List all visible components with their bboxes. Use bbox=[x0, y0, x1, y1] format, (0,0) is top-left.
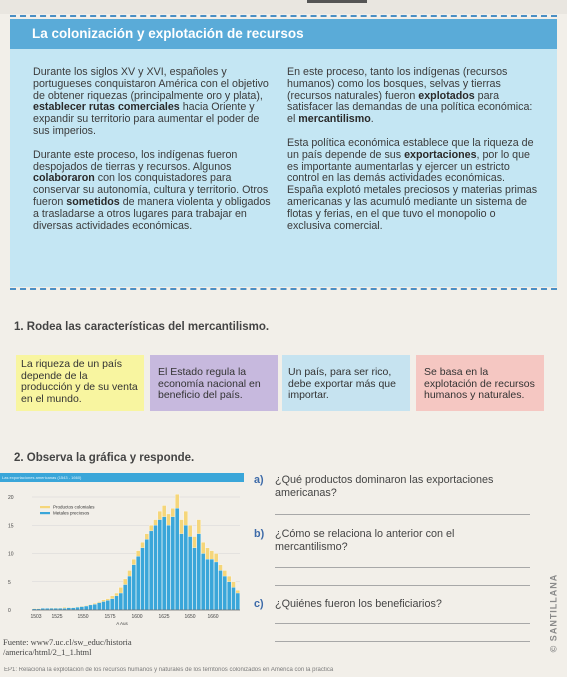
bar-metales bbox=[84, 606, 88, 610]
question-label: c) bbox=[254, 598, 264, 610]
decorative-bar bbox=[307, 0, 367, 3]
text-run: con los conquistadores para conservar su autonomía, cultura y territorio. Otros fueron bbox=[33, 172, 269, 208]
key-term: mercantilismo bbox=[298, 113, 371, 126]
bar-metales bbox=[219, 570, 223, 610]
bar-metales bbox=[167, 525, 171, 610]
answer-line[interactable] bbox=[275, 514, 530, 515]
source-line-2: /america/html/2_1_1.html bbox=[3, 647, 92, 657]
bar-metales bbox=[110, 599, 114, 610]
x-tick-label: 1525 bbox=[51, 614, 63, 620]
option-card-4[interactable]: Se basa en la explotación de recursos humanos y naturales. bbox=[416, 355, 544, 411]
x-axis-label: A Aus bbox=[116, 621, 128, 626]
dashed-divider bbox=[10, 15, 557, 17]
option-card-1[interactable]: La riqueza de un país depende de la producción y de su venta en el mundo. bbox=[16, 355, 144, 411]
bar-metales bbox=[193, 548, 197, 610]
y-tick-label: 10 bbox=[8, 551, 14, 558]
bar-metales bbox=[136, 556, 140, 610]
text-run: En este proceso, tanto los indígenas (recursos humanos) como los bosques, selvas y tierras (recursos naturales) fueron bbox=[287, 66, 508, 102]
x-tick-label: 1600 bbox=[131, 614, 143, 620]
bar-metales bbox=[76, 607, 80, 610]
bar-metales bbox=[158, 520, 162, 610]
bar-metales bbox=[80, 607, 84, 610]
answer-line[interactable] bbox=[275, 585, 530, 586]
legend-label: Metales preciosos bbox=[53, 510, 90, 516]
y-tick-label: 20 bbox=[8, 495, 14, 501]
text-run: Esta política económica establece que la riqueza de un país depende de sus bbox=[287, 136, 534, 161]
paragraph bbox=[287, 138, 542, 232]
bar-metales bbox=[236, 593, 240, 610]
text-run: de manera violenta y obligados a trasladarse a otros lugares para trabajar en diversas actividades económicas. bbox=[33, 195, 271, 232]
bar-metales bbox=[102, 602, 106, 610]
question-label: a) bbox=[254, 474, 264, 486]
bar-metales bbox=[223, 576, 227, 610]
bar-metales bbox=[180, 534, 184, 610]
legend-label: Productos coloniales bbox=[53, 504, 95, 510]
footer-note: EP1: Relaciona la explotación de los recursos humanos y naturales de los territorios colonizados en América con la práctica bbox=[4, 667, 334, 673]
x-tick-label: 1503 bbox=[30, 614, 42, 620]
bar-metales bbox=[154, 525, 158, 610]
x-tick-label: 1625 bbox=[158, 614, 170, 620]
bar-metales bbox=[171, 517, 175, 610]
paragraph bbox=[287, 67, 542, 126]
bar-metales bbox=[132, 565, 136, 610]
bar-metales bbox=[97, 603, 101, 610]
bar-metales bbox=[149, 531, 153, 610]
question-text: ¿Qué productos dominaron las exportaciones americanas? bbox=[275, 474, 494, 499]
bar-metales bbox=[89, 605, 93, 610]
question-text: ¿Quiénes fueron los beneficiarios? bbox=[275, 598, 442, 610]
text-run: Durante los siglos XV y XVI, españoles y portugueses conquistaron América con el objetivo de obtener riquezas (principalmente oro y plata), bbox=[33, 66, 269, 102]
question-label: b) bbox=[254, 528, 265, 540]
key-term: sometidos bbox=[66, 195, 120, 208]
bar-metales bbox=[106, 600, 110, 610]
bar-metales bbox=[232, 587, 236, 610]
bar-metales bbox=[175, 508, 179, 610]
chart-title: Las exportaciones americanas (1543 - 1660) bbox=[0, 473, 244, 482]
publisher-mark bbox=[540, 573, 559, 653]
page-top-band bbox=[0, 0, 567, 14]
info-column-right bbox=[287, 67, 542, 232]
bar-metales bbox=[206, 559, 210, 610]
dashed-divider bbox=[10, 288, 557, 290]
text-run: hacia Oriente y expandir su territorio para aumentar el poder de sus imperios. bbox=[33, 101, 260, 137]
y-tick-label: 5 bbox=[8, 579, 11, 586]
bar-metales bbox=[197, 534, 201, 610]
bar-metales bbox=[119, 593, 123, 610]
bar-metales bbox=[188, 537, 192, 610]
legend-swatch bbox=[40, 506, 50, 508]
bar-metales bbox=[93, 604, 97, 610]
bar-metales bbox=[210, 559, 214, 610]
key-term: establecer rutas comerciales bbox=[33, 101, 180, 114]
info-column-left bbox=[33, 67, 273, 232]
exports-bar-chart bbox=[0, 482, 245, 632]
bar-metales bbox=[115, 596, 119, 610]
bar-metales bbox=[145, 539, 149, 610]
answer-line[interactable] bbox=[275, 567, 530, 568]
paragraph bbox=[33, 150, 273, 233]
text-run: , por lo que es importante aumentarlas y ejercer un estricto control en las demás actividades económicas. España explotó metales preciosos y materias primas americanas y las acumuló mediante un sistema de flotas y ferias, en el que tuvo el monopolio o exclusiva comercial. bbox=[287, 148, 538, 232]
legend-swatch bbox=[40, 512, 50, 514]
option-card-2[interactable]: El Estado regula la economía nacional en beneficio del país. bbox=[150, 355, 278, 411]
option-card-3[interactable]: Un país, para ser rico, debe exportar más que importar. bbox=[282, 355, 410, 411]
text-run: Durante este proceso, los indígenas fueron despojados de tierras y recursos. Algunos bbox=[33, 148, 238, 173]
paragraph bbox=[33, 67, 273, 138]
x-tick-label: 1650 bbox=[184, 614, 196, 620]
bar-metales bbox=[214, 562, 218, 610]
publisher-text: © SANTILLANA bbox=[548, 573, 559, 653]
bar-metales bbox=[227, 582, 231, 610]
x-tick-label: 1550 bbox=[77, 614, 89, 620]
y-tick-label: 0 bbox=[8, 608, 11, 614]
info-box-title: La colonización y explotación de recursos bbox=[10, 19, 557, 49]
chart-source bbox=[3, 637, 132, 657]
bar-metales bbox=[128, 576, 132, 610]
question-1-title: 1. Rodea las características del mercantilismo. bbox=[14, 321, 270, 333]
question-text: ¿Cómo se relaciona lo anterior con el mercantilismo? bbox=[275, 528, 455, 553]
key-term: exportaciones bbox=[404, 148, 477, 161]
text-run: para satisfacer las demandas de una política económica: el bbox=[287, 89, 533, 126]
answer-line[interactable] bbox=[275, 641, 530, 642]
y-tick-label: 15 bbox=[8, 523, 14, 530]
answer-line[interactable] bbox=[275, 623, 530, 624]
key-term: explotados bbox=[418, 89, 475, 102]
question-2-title: 2. Observa la gráfica y responde. bbox=[14, 452, 195, 464]
bar-metales bbox=[184, 525, 188, 610]
key-term: colaboraron bbox=[33, 172, 95, 185]
x-tick-label: 1660 bbox=[207, 614, 219, 620]
text-run: . bbox=[370, 113, 374, 126]
x-tick-label: 1575 bbox=[104, 614, 116, 620]
bar-metales bbox=[141, 548, 145, 610]
source-line-1: Fuente: www7.uc.cl/sw_educ/historia bbox=[3, 637, 132, 647]
bar-metales bbox=[123, 585, 127, 610]
bar-metales bbox=[162, 517, 166, 610]
bar-metales bbox=[201, 554, 205, 611]
